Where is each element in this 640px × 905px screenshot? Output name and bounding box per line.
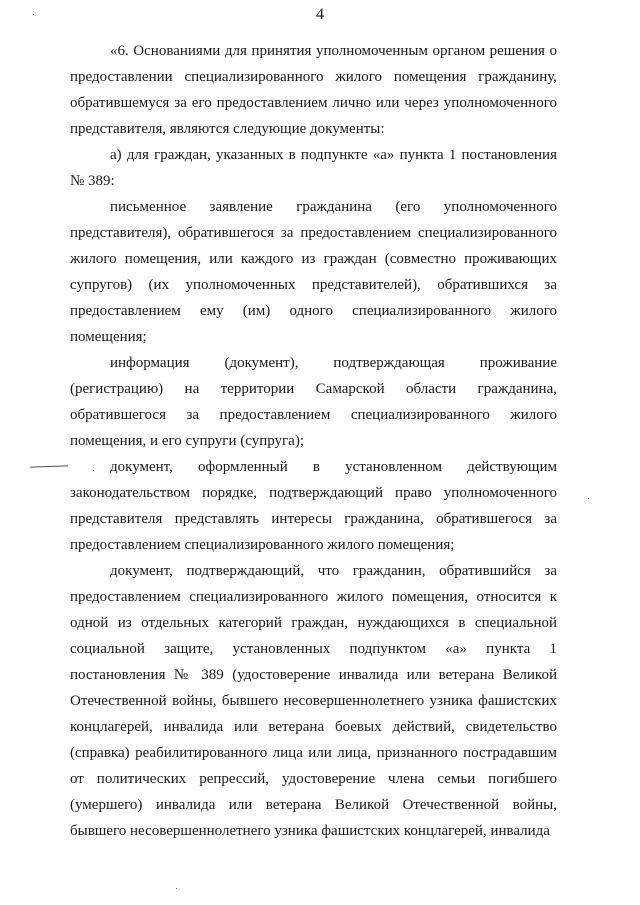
paragraph-category-document: документ, подтверждающий, что гражданин, обратившийся за предоставлением специализированного жилого помещения, относится к одной из отдельных категорий граждан, нуждающихся в специальной социальной защите, установленных подпунктом «а» пункта 1 постановления № 389 (удостоверение инвалида или ветерана Великой Отечественной войны, бывшего несовершеннолетнего узника фашистских концлагерей, инвалида или ветерана боевых действий, свидетельство (справка) реабилитированного лица или лица, признанного пострадавшим от политических репрессий, удостоверение члена семьи погибшего (умершего) инвалида или ветерана Великой Отечественной войны, бывшего несовершеннолетнего узника фашистских концлагерей, инвалида bbox=[70, 563, 557, 839]
scan-dust bbox=[176, 888, 177, 889]
scan-dust bbox=[33, 14, 34, 15]
paragraph-written-application: письменное заявление гражданина (его уполномоченного представителя), обратившегося за предоставлением специализированного жилого помещения, или каждого из граждан (совместно проживающих супругов) (их уполномоченных представителей), обратившихся за предоставлением ему (им) одного специализированного жилого помещения; bbox=[70, 199, 557, 345]
paragraph-subitem-a: а) для граждан, указанных в подпункте «а» пункта 1 постановления № 389: bbox=[70, 147, 557, 189]
paragraph-residence-info: информация (документ), подтверждающая проживание (регистрацию) на территории Самарской области гражданина, обратившегося за предоставлением специализированного жилого помещения, и его супруги (супруга); bbox=[70, 355, 557, 449]
paragraph-representative-document: документ, оформленный в установленном действующим законодательством порядке, подтверждающий право уполномоченного представителя представлять интересы гражданина, обратившегося за предоставлением специализированного жилого помещения; bbox=[70, 459, 557, 553]
page-number: 4 bbox=[316, 6, 324, 23]
scan-dust bbox=[588, 498, 589, 499]
scan-mark-line bbox=[30, 465, 68, 467]
document-body bbox=[70, 38, 557, 844]
paragraph-intro: «6. Основаниями для принятия уполномоченным органом решения о предоставлении специализированного жилого помещения гражданину, обратившемуся за его предоставлением лично или через уполномоченного представителя, являются следующие документы: bbox=[70, 43, 557, 137]
